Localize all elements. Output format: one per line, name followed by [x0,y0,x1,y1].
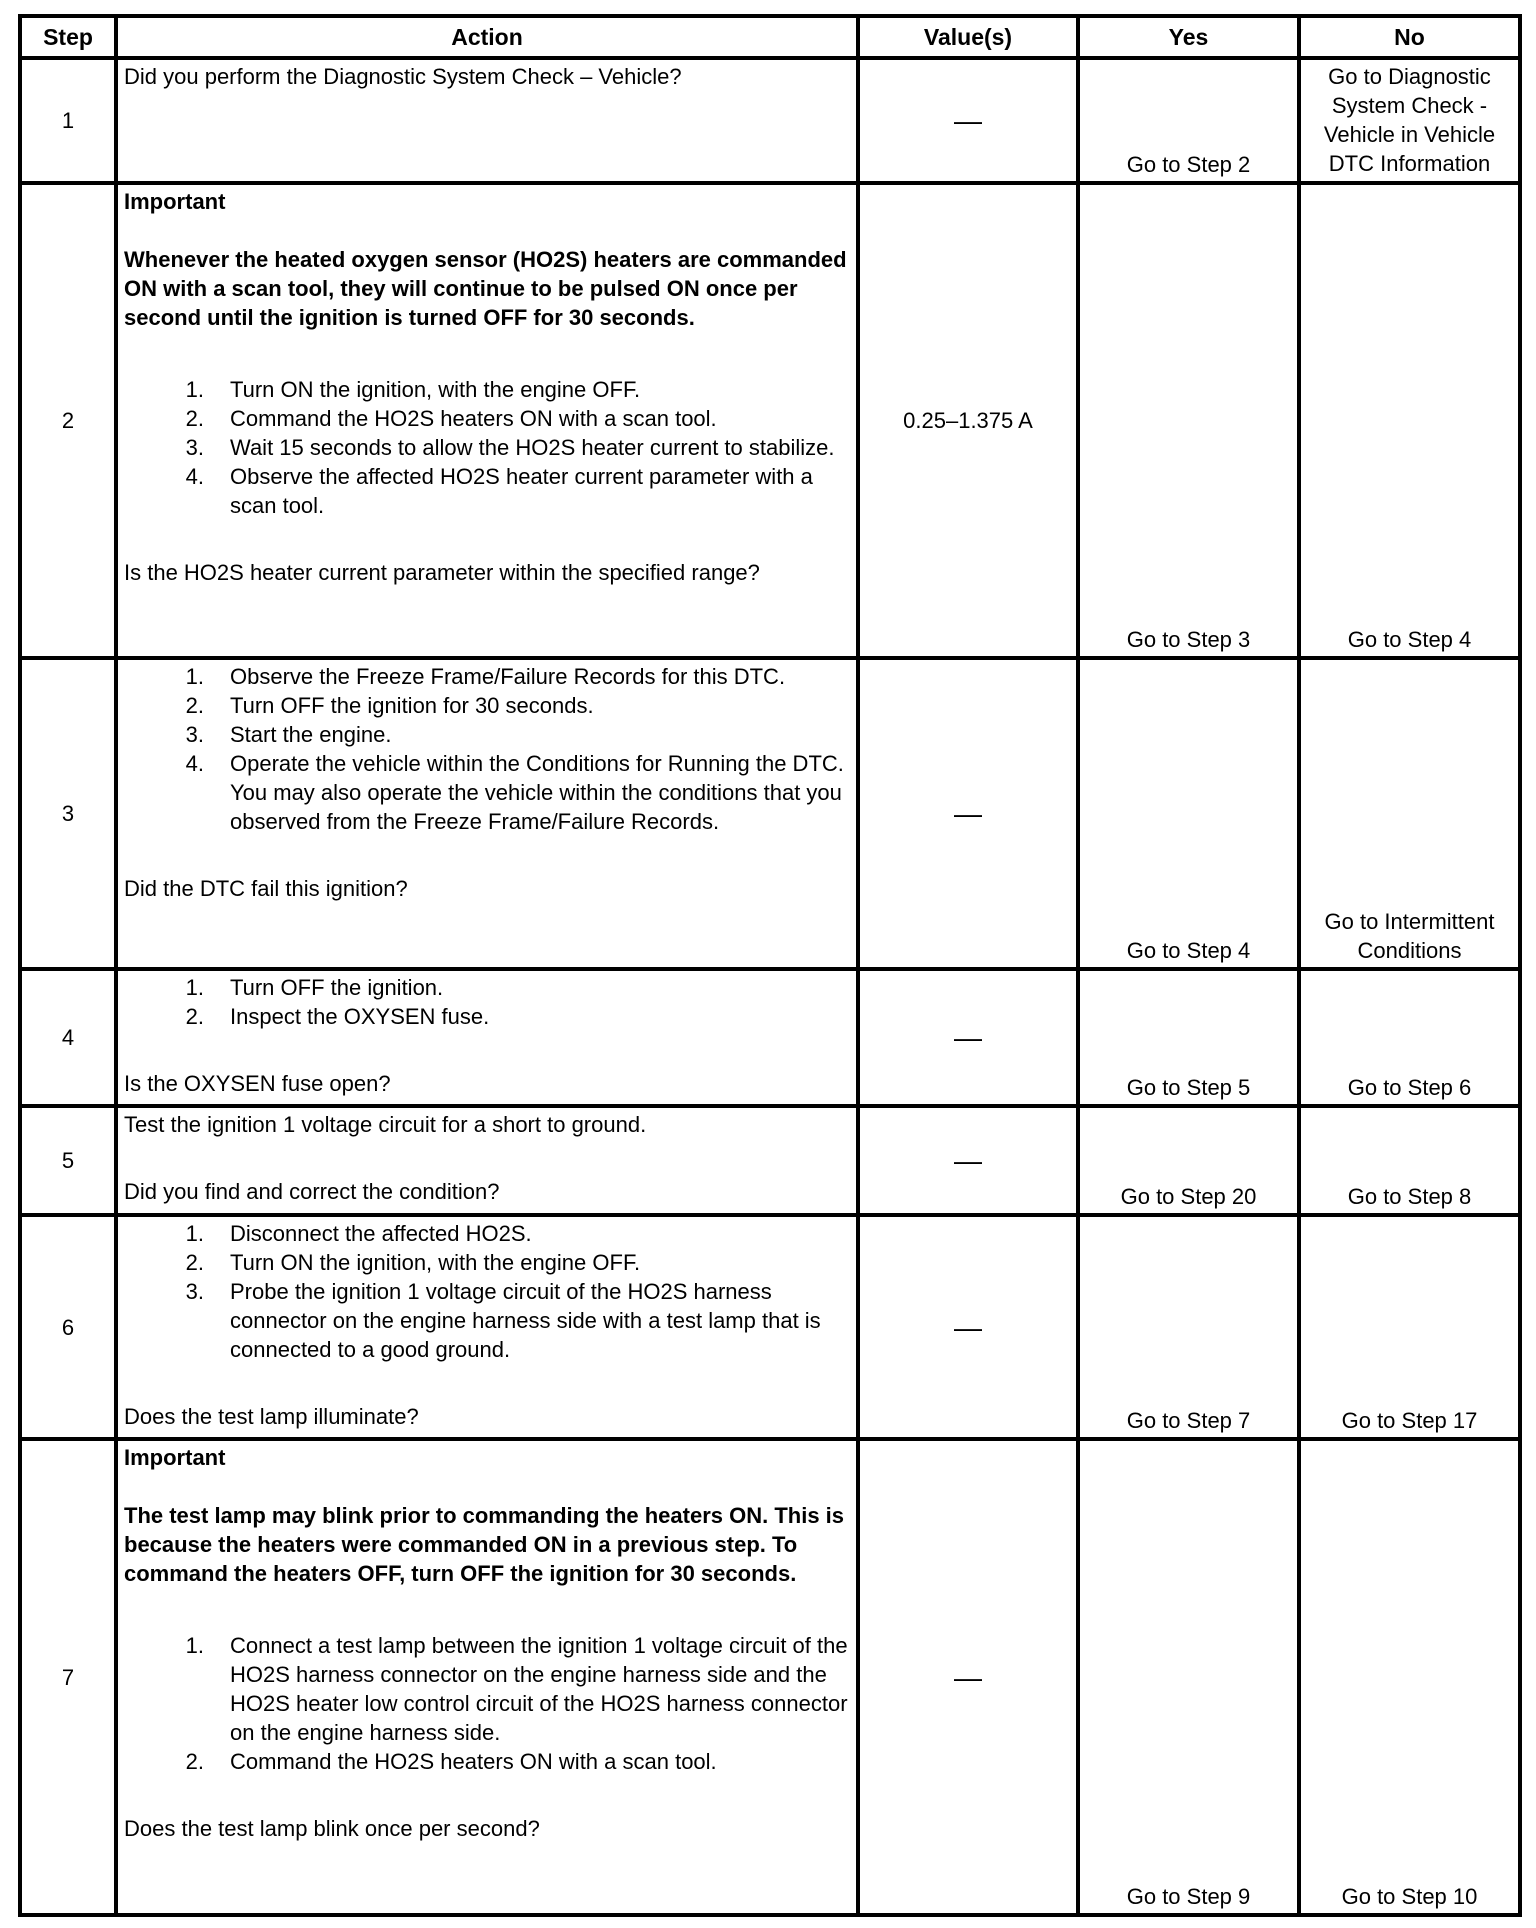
list-item: 2. Turn ON the ignition, with the engine OFF. [185,1250,641,1275]
table-row [20,183,1520,658]
no-cell: Go to Step 17 [1299,1215,1520,1439]
step-number: 3 [20,658,116,969]
no-cell: Go to Intermittent Conditions [1299,658,1520,969]
yes-cell: Go to Step 9 [1078,1439,1299,1915]
table-row [20,969,1520,1106]
value-cell: — [858,1106,1078,1215]
action-text: Did you perform the Diagnostic System Check – Vehicle? [124,64,682,89]
table-row [20,1106,1520,1215]
header-no: No [1299,16,1520,58]
question-text: Is the OXYSEN fuse open? [124,1071,391,1096]
yes-cell: Go to Step 7 [1078,1215,1299,1439]
question-text: Does the test lamp illuminate? [124,1404,419,1429]
action-text: Test the ignition 1 voltage circuit for a short to ground. [124,1112,647,1137]
no-cell: Go to Step 4 [1299,183,1520,658]
table-row [20,1439,1520,1915]
action-cell [116,1215,858,1439]
value-cell: — [858,658,1078,969]
value-cell: — [858,969,1078,1106]
list-item: 3. Probe the ignition 1 voltage circuit of the HO2S harness connector on the engine harness side with a test lamp that is connected to a good ground. [185,1279,821,1362]
yes-cell: Go to Step 20 [1078,1106,1299,1215]
list-item: 1. Observe the Freeze Frame/Failure Records for this DTC. [185,664,786,689]
step-list [124,375,850,520]
list-item: 2. Command the HO2S heaters ON with a scan tool. [185,406,717,431]
list-item: 2. Inspect the OXYSEN fuse. [185,1004,490,1029]
list-item: 3. Wait 15 seconds to allow the HO2S heater current to stabilize. [185,435,835,460]
header-step: Step [20,16,116,58]
list-item: 1. Turn OFF the ignition. [185,975,444,1000]
list-item: 4. Operate the vehicle within the Conditions for Running the DTC. You may also operate the vehicle within the conditions that you observed from the Freeze Frame/Failure Records. [185,751,844,834]
question-text: Does the test lamp blink once per second? [124,1816,540,1841]
step-list [124,662,850,836]
list-item: 1. Turn ON the ignition, with the engine OFF. [185,377,641,402]
important-text: The test lamp may blink prior to commanding the heaters ON. This is because the heaters were commanded ON in a previous step. To command the heaters OFF, turn OFF the ignition for 30 seconds. [124,1503,845,1586]
list-item: 2. Turn OFF the ignition for 30 seconds. [185,693,594,718]
important-text: Whenever the heated oxygen sensor (HO2S) heaters are commanded ON with a scan tool, they will continue to be pulsed ON once per second until the ignition is turned OFF for 30 seconds. [124,247,847,330]
step-list [124,1631,850,1776]
question-text: Is the HO2S heater current parameter within the specified range? [124,560,760,585]
question-text: Did you find and correct the condition? [124,1179,500,1204]
table-row [20,1215,1520,1439]
step-number: 2 [20,183,116,658]
header-yes: Yes [1078,16,1299,58]
step-number: 4 [20,969,116,1106]
important-title: Important [124,189,226,214]
table-row [20,58,1520,183]
list-item: 3. Start the engine. [185,722,392,747]
list-item: 1. Connect a test lamp between the ignition 1 voltage circuit of the HO2S harness connector on the engine harness side and the HO2S heater low control circuit of the HO2S harness connector on the engine harness side. [185,1633,848,1745]
no-cell: Go to Diagnostic System Check - Vehicle in Vehicle DTC Information [1299,58,1520,183]
action-cell [116,658,858,969]
yes-cell: Go to Step 3 [1078,183,1299,658]
table-row [20,658,1520,969]
action-cell [116,1439,858,1915]
action-cell [116,183,858,658]
value-cell: — [858,1215,1078,1439]
yes-cell: Go to Step 4 [1078,658,1299,969]
header-row [20,16,1520,58]
action-cell [116,1106,858,1215]
list-item: 2. Command the HO2S heaters ON with a scan tool. [185,1749,717,1774]
yes-cell: Go to Step 5 [1078,969,1299,1106]
step-number: 1 [20,58,116,183]
no-cell: Go to Step 10 [1299,1439,1520,1915]
header-action: Action [116,16,858,58]
step-number: 5 [20,1106,116,1215]
yes-cell: Go to Step 2 [1078,58,1299,183]
header-values: Value(s) [858,16,1078,58]
action-cell [116,58,858,183]
value-cell: — [858,58,1078,183]
action-cell [116,969,858,1106]
list-item: 1. Disconnect the affected HO2S. [185,1221,532,1246]
step-list [124,973,850,1031]
diagnostic-table [18,14,1522,1917]
no-cell: Go to Step 6 [1299,969,1520,1106]
step-number: 7 [20,1439,116,1915]
no-cell: Go to Step 8 [1299,1106,1520,1215]
list-item: 4. Observe the affected HO2S heater current parameter with a scan tool. [185,464,813,518]
step-list [124,1219,850,1364]
step-number: 6 [20,1215,116,1439]
important-title: Important [124,1445,226,1470]
value-cell: — [858,1439,1078,1915]
question-text: Did the DTC fail this ignition? [124,876,408,901]
value-cell: 0.25–1.375 A [858,183,1078,658]
